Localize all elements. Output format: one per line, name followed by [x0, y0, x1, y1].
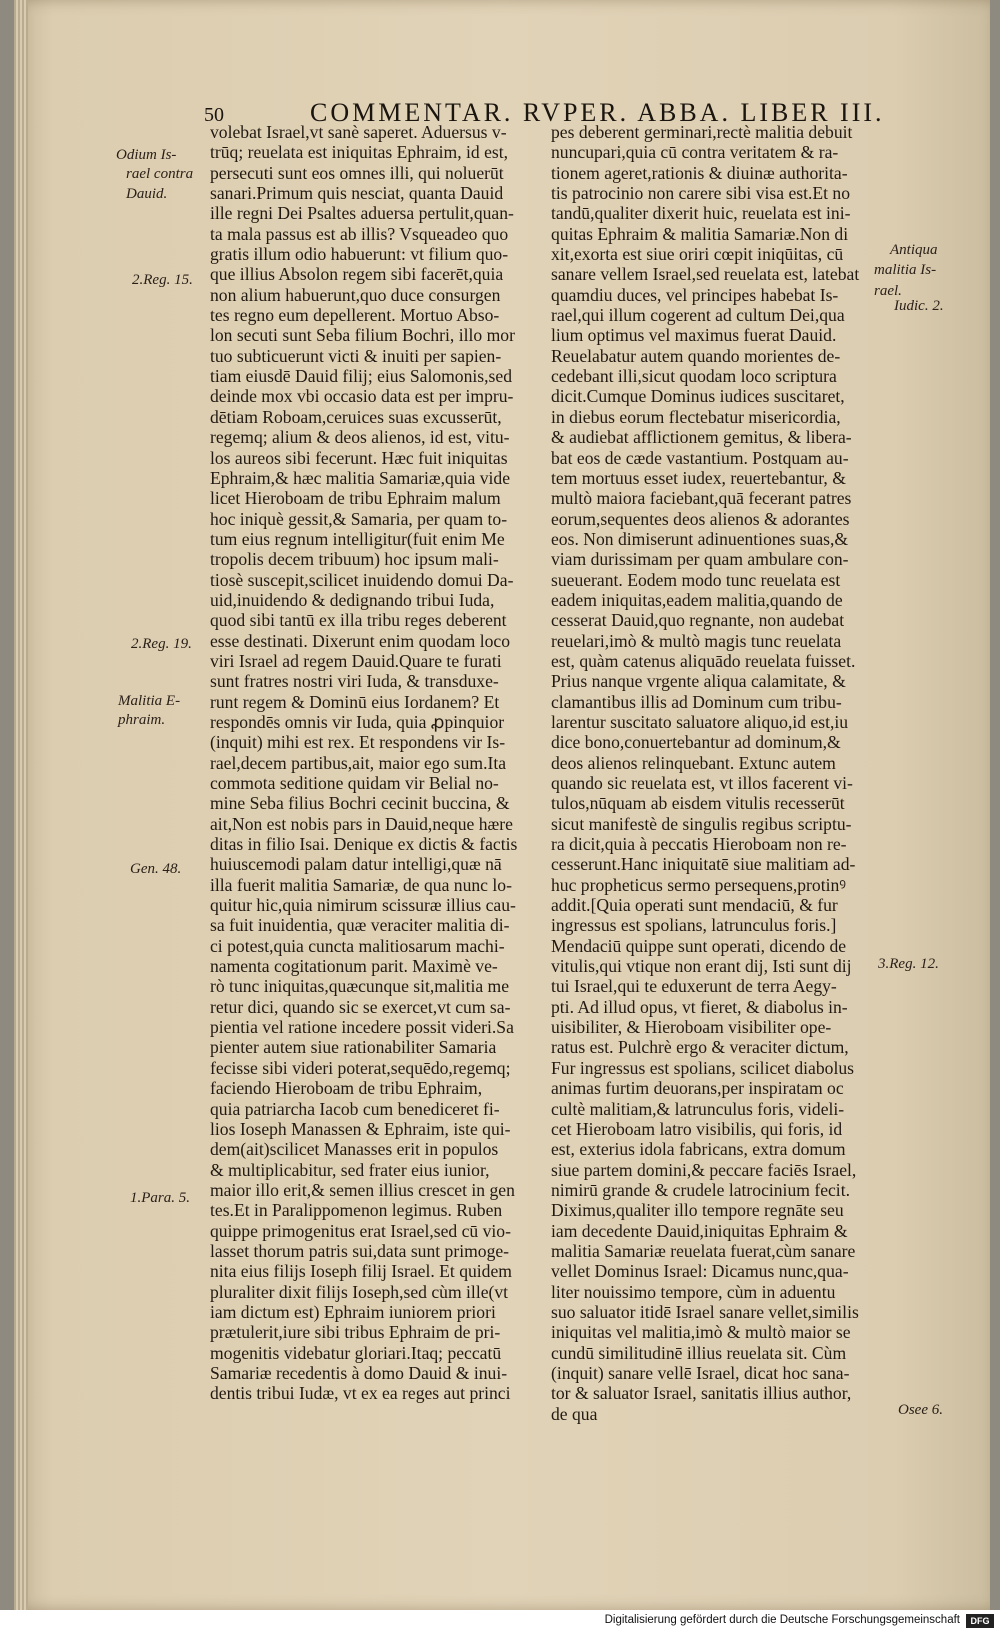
text-line: iam dictum est) Ephraim iuniorem priori — [210, 1301, 496, 1322]
text-line: vellet Dominus Israel: Dicamus nunc,qua- — [551, 1261, 849, 1282]
text-line: cesserat Dauid,quo regnante, non audebat — [551, 610, 845, 631]
text-line: viam durissimam per quam ambulare con- — [551, 549, 849, 570]
text-line: namenta cogitationum parit. Maximè ve- — [210, 956, 498, 977]
text-line: Prius nanque vrgente aliqua calamitate, & — [551, 671, 846, 692]
text-line: dētiam Roboam,ceruices suas excusserūt, — [210, 406, 502, 427]
text-line: est, exterius idola fabricans, extra domum — [551, 1139, 846, 1160]
margin-note-malitia-cont: phraim. — [118, 712, 166, 728]
text-line: rael,decem partibus,ait, maior ego sum.Ita — [210, 752, 507, 773]
text-line: eorum,sequentes deos alienos & adorantes — [551, 508, 850, 529]
text-line: quitur hic,quia nimirum scissuræ illius cau- — [210, 895, 516, 916]
text-line: eos. Non dimiserunt adinuentiones suas,& — [551, 528, 849, 549]
text-line: cedebant illi,sicut quodam loco scriptura — [551, 366, 837, 387]
text-line: addit.[Quia operati sunt mendaciū, & fur — [551, 895, 838, 916]
margin-note-osee6: Osee 6. — [898, 1402, 943, 1418]
left-text-column — [210, 122, 550, 1404]
margin-note-gen48: Gen. 48. — [130, 861, 182, 877]
text-line: de qua — [551, 1403, 598, 1424]
margin-note-para5: 1.Para. 5. — [130, 1190, 190, 1206]
text-line: lium optimus vel maximus fuerat Dauid. — [551, 325, 837, 346]
text-line: sueuerant. Eodem modo tunc reuelata est — [551, 569, 841, 590]
text-line: tandū,qualiter dixerit huic, reuelata est ini- — [551, 203, 851, 224]
text-line: eadem iniquitas,eadem malitia,quando de — [551, 589, 843, 610]
text-line: in diebus eorum flectebatur misericordia, — [551, 406, 841, 427]
right-text-column — [551, 122, 891, 1424]
margin-note-antiqua-end: rael. — [874, 283, 902, 299]
text-line: rò tunc iniquitas,quæcunque sit,malitia me — [210, 976, 510, 997]
text-line: tionem ageret,rationis & diuinæ authorita- — [551, 162, 848, 183]
text-line: retur dici, quando sic se exercet,vt cum sa- — [210, 996, 511, 1017]
text-line: sicut manifestè de singulis regibus scriptu- — [551, 813, 852, 834]
text-line: bat eos de cæde vastantium. Postquam au- — [551, 447, 849, 468]
text-line: xit,exorta est siue oriri cœpit iniqūitas, cū — [551, 244, 844, 265]
text-line: non alium habuerunt,quo duce consurgen — [210, 284, 501, 305]
text-line: tropolis decem tribuum) hoc ipsum mali- — [210, 549, 499, 570]
text-line: Reuelabatur autem quando morientes de- — [551, 345, 841, 366]
text-line: animas furtim deuorans,per inspiratam oc — [551, 1078, 844, 1099]
text-line: Mendaciū quippe sunt operati, dicendo de — [551, 935, 847, 956]
text-line: nita eius filijs Ioseph filij Israel. Et quidem — [210, 1261, 512, 1282]
text-line: liter nouissimo tempore, cùm in aduentu — [551, 1281, 836, 1302]
text-line: maior illo erit,& semen illius crescet in gen — [210, 1179, 515, 1200]
text-line: pluraliter dixit filijs Ioseph,sed cùm ille(vt — [210, 1281, 509, 1302]
text-line: quippe primogenitus erat Israel,sed cū vio- — [210, 1220, 511, 1241]
text-line: (inquit) mihi est rex. Et respondens vir Is- — [210, 732, 506, 753]
text-line: tes regno eum depellerent. Mortuo Abso- — [210, 305, 500, 326]
text-line: larentur suscitato saluatore aliquo,id est,iu — [551, 711, 849, 732]
text-line: sanari.Primum quis nesciat, quanta Dauid — [210, 183, 504, 204]
text-line: cultè malitiam,& latrunculus foris, videli- — [551, 1098, 845, 1119]
text-line: vitulis,qui vtique non erant dij, Isti sunt dij — [551, 956, 852, 977]
text-line: tui Israel,qui te eduxerunt de terra Aegy- — [551, 976, 837, 997]
text-line: gratis illum odio habuerunt: vt filium quo- — [210, 244, 509, 265]
margin-note-reg19: 2.Reg. 19. — [131, 636, 192, 652]
text-line: clamantibus illis ad Dominum cum tribu- — [551, 691, 842, 712]
text-line: lon secuti sunt Seba filium Bochri, illo mor — [210, 325, 515, 346]
text-line: deinde mox vbi occasio data est per impru- — [210, 386, 514, 407]
text-line: esse destinati. Dixerunt enim quodam loco — [210, 630, 511, 651]
page-number: 50 — [204, 104, 224, 126]
text-line: Diximus,qualiter illo tempore regnāte seu — [551, 1200, 844, 1221]
text-line: tes.Et in Paralippomenon legimus. Ruben — [210, 1200, 503, 1221]
footer-credit: Digitalisierung gefördert durch die Deutsche Forschungsgemeinschaft — [604, 1614, 960, 1626]
text-line: huc propheticus sermo persequens,protinꝰ — [551, 874, 846, 895]
text-line: cundū similitudinē illius reuelata sit. Cùm — [551, 1342, 847, 1363]
text-line: tum eius regnum intelligitur(fuit enim Me — [210, 528, 505, 549]
margin-note-antiqua: Antiqua — [890, 242, 938, 258]
margin-note-iudic2: Iudic. 2. — [894, 298, 944, 314]
text-line: deos alienos relinquebant. Extunc autem — [551, 752, 836, 773]
text-line: tulos,nūquam ab eisdem vitulis recesserūt — [551, 793, 845, 814]
text-line: rael,qui illum cogerent ad cultum Dei,qua — [551, 305, 845, 326]
text-line: regemq; alium & deos alienos, id est, vitu- — [210, 427, 510, 448]
margin-note-malitia: Malitia E- — [118, 693, 181, 709]
text-line: multò maiora faciebant,quā fecerant patres — [551, 488, 852, 509]
text-line: viri Israel ad regem Dauid.Quare te furati — [210, 650, 502, 671]
text-line: nuncupari,quia cū contra veritatem & ra- — [551, 142, 839, 163]
text-line: lios Ioseph Manassen & Ephraim, iste qui- — [210, 1118, 511, 1139]
text-line: pienter autem siue rationabiliter Samaria — [210, 1037, 497, 1058]
text-line: (inquit) sanare vellē Israel, dicat hoc sana- — [551, 1362, 850, 1383]
text-line: que illius Absolon regem sibi facerēt,quia — [210, 264, 504, 285]
text-line: prætulerit,iure sibi tribus Ephraim de pri- — [210, 1322, 501, 1343]
text-line: cesserunt.Hanc iniquitatē siue malitiam ad- — [551, 854, 856, 875]
text-line: sunt fratres nostri viri Iuda, & transduxe- — [210, 671, 499, 692]
text-line: runt regem & Dominū eius Iordanem? Et — [210, 691, 500, 712]
margin-note-odium-end: Dauid. — [126, 186, 168, 202]
text-line: quod sibi tantū ex illa tribu reges deberent — [210, 610, 507, 631]
text-line: uid,inuidendo & dedignando tribui Iuda, — [210, 589, 495, 610]
text-line: tis patrocinio non carere sibi visa est.Et no — [551, 183, 851, 204]
text-line: commota seditione quidam vir Belial no- — [210, 773, 499, 793]
text-line: reuelari,imò & multò magis tunc reuelata — [551, 630, 842, 651]
text-line: suo saluator itidē Israel sanare vellet,similis — [551, 1301, 859, 1322]
text-line: lasset thorum patris sui,data sunt primoge- — [210, 1240, 510, 1261]
text-line: dice bono,conuertebantur ad dominum,& — [551, 732, 841, 753]
text-line: nimirū grande & crudele latrocinium fecit. — [551, 1179, 850, 1200]
text-line: pti. Ad illud opus, vt fieret, & diabolus in- — [551, 996, 848, 1017]
text-line: licet Hieroboam de tribu Ephraim malum — [210, 488, 501, 509]
text-line: ait,Non est nobis pars in Dauid,neque hære — [210, 813, 513, 834]
text-line: ta mala passus est ab illis? Vsqueadeo quo — [210, 223, 509, 244]
text-line: tuo subticuerunt victi & inuiti per sapien- — [210, 345, 502, 366]
text-line: mine Seba filius Bochri cecinit buccina, & — [210, 793, 510, 814]
text-line: siue partem domini,& peccare faciēs Israel, — [551, 1159, 857, 1180]
dfg-logo: DFG — [966, 1614, 994, 1628]
digitization-footer — [0, 1610, 1000, 1633]
margin-note-reg15: 2.Reg. 15. — [132, 272, 193, 288]
text-line: est, quàm catenus aliquādo reuelata fuisset. — [551, 650, 856, 671]
text-line: ille regni Dei Psaltes aduersa pertulit,quan- — [210, 203, 514, 224]
running-title: COMMENTAR. RVPER. ABBA. LIBER III. — [310, 98, 885, 127]
book-page — [14, 0, 990, 1610]
text-line: respondēs omnis vir Iuda, quia ꝓpinquior — [210, 711, 505, 732]
text-line: & audiebat afflictionem gemitus, & libera- — [551, 427, 852, 448]
text-line: sanare vellem Israel,sed reuelata est, latebat — [551, 264, 860, 285]
text-line: Fur ingressus est spolians, scilicet diabolus — [551, 1057, 854, 1078]
text-line: & multiplicabitur, sed frater eius iunior, — [210, 1159, 490, 1180]
text-line: tiam eiusdē Dauid filij; eius Salomonis,sed — [210, 366, 512, 387]
text-line: quia patriarcha Iacob cum benediceret fi- — [210, 1098, 500, 1119]
text-line: persecuti sunt eos omnes illi, qui noluerūt — [210, 162, 504, 183]
text-line: pientia vel ratione incedere possit videri.Sa — [210, 1017, 514, 1038]
text-line: iam decedente Dauid,iniquitas Ephraim & — [551, 1220, 848, 1241]
text-line: hoc iniquè gessit,& Samaria, per quam to- — [210, 508, 508, 529]
text-line: ratus est. Pulchrè ergo & veraciter dictum, — [551, 1037, 849, 1058]
text-line: dicit.Cumque Dominus iudices suscitaret, — [551, 386, 845, 407]
text-line: tiosè suscepit,scilicet inuidendo domui Da- — [210, 569, 514, 590]
text-line: fecisse sibi videri poterat,sequēdo,regemq; — [210, 1057, 511, 1078]
text-line: tem mortuus esset iudex, reuertebantur, & — [551, 467, 846, 488]
text-line: uisibiliter, & Hieroboam visibiliter ope- — [551, 1017, 832, 1038]
text-line: volebat Israel,vt sanè saperet. Aduersus v- — [210, 122, 507, 142]
text-line: quamdiu duces, vel principes habebat Is- — [551, 284, 839, 305]
text-line: pes deberent germinari,rectè malitia debuit — [551, 122, 853, 142]
text-line: illa fuerit malitia Samariæ, de qua nunc lo- — [210, 874, 512, 895]
text-line: mogenitis videbatur gloriari.Itaq; peccatū — [210, 1342, 502, 1363]
text-line: quitas Ephraim & malitia Samariæ.Non di — [551, 223, 849, 244]
text-line: malitia Samariæ reuelata fuerat,cùm sanare — [551, 1240, 856, 1261]
text-line: quando sic reuelata est, vt illos facerent vi- — [551, 773, 853, 793]
page-edge — [14, 0, 28, 1610]
margin-note-odium: Odium Is- — [116, 147, 177, 163]
text-line: los aureos sibi fecerunt. Hæc fuit iniquitas — [210, 447, 508, 468]
text-line: Ephraim,& hæc malitia Samariæ,quia vide — [210, 467, 511, 488]
text-line: cet Hieroboam latro visibilis, qui foris, id — [551, 1118, 843, 1139]
margin-note-odium-cont: rael contra — [126, 166, 194, 182]
text-line: tor & saluator Israel, sanitatis illius author, — [551, 1383, 852, 1404]
text-line: ditas in filio Isai. Denique ex dictis & factis — [210, 834, 518, 855]
text-line: ra dicit,quia à peccatis Hieroboam non re- — [551, 834, 847, 855]
text-line: sa fuit inuidentia, quæ veraciter malitia di- — [210, 915, 510, 936]
text-line: faciendo Hieroboam de tribu Ephraim, — [210, 1078, 483, 1099]
text-line: Samariæ recedentis à domo Dauid & inui- — [210, 1362, 508, 1383]
text-line: iniquitas vel malitia,imò & multò maior se — [551, 1322, 851, 1343]
text-line: ingressus est spolians, latrunculus foris.] — [551, 915, 837, 936]
text-line: dentis tribui Iudæ, vt ex ea reges aut princi — [210, 1383, 511, 1404]
text-line: ci potest,quia cuncta malitiosarum machi- — [210, 935, 505, 956]
margin-note-antiqua-cont: malitia Is- — [874, 262, 937, 278]
text-line: dem(ait)scilicet Manasses erit in populos — [210, 1139, 499, 1160]
text-line: huiuscemodi palam datur intelligi,quæ nā — [210, 854, 502, 875]
margin-note-reg12: 3.Reg. 12. — [878, 956, 939, 972]
text-line: trūq; reuelata est iniquitas Ephraim, id est, — [210, 142, 509, 163]
